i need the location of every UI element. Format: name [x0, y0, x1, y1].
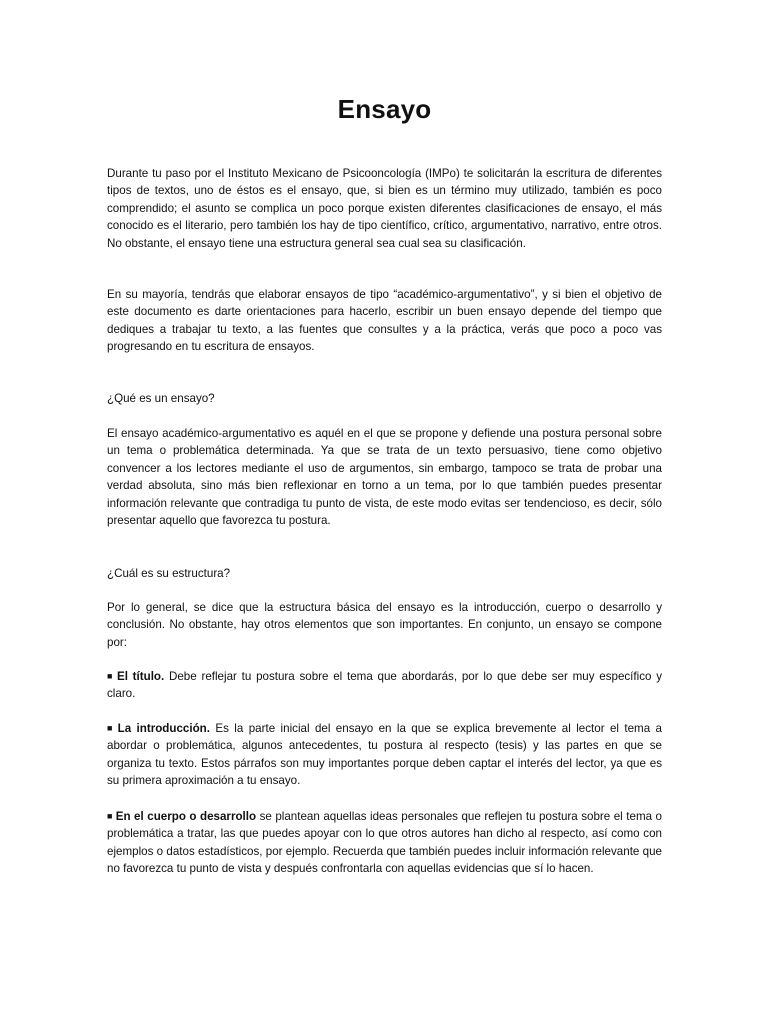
list-item-lead: La introducción. — [117, 722, 210, 735]
intro-paragraph-2: En su mayoría, tendrás que elaborar ensayos de tipo “académico-argumentativo”, y si bien el objetivo de este documento es darte orientaciones para hacerlo, escribir un buen ensayo depende del tiempo que dediques a trabajar tu texto, a las fuentes que consultes y a la práctica, verás que poco a poco vas progresando en tu escritura de ensayos. — [107, 288, 662, 354]
heading-what-is-essay: ¿Qué es un ensayo? — [107, 392, 215, 405]
list-item-lead: cuerpo o desarrollo — [147, 810, 257, 823]
list-item — [107, 668, 662, 703]
bullet-square-icon: ■ — [107, 671, 114, 681]
bullet-square-icon: ■ — [107, 723, 115, 733]
list-item-lead: El título. — [116, 670, 165, 683]
list-item-text: se plantean aquellas ideas personales que reflejen tu postura sobre el tema o problemática a tratar, las que puedes apoyar con lo que otros autores han dicho al respecto, así como con ejemplos o datos estadísticos, por ejemplo. Recuerda que también puedes incluir información relevante que no favorezca tu punto de vista y después confrontarla con aquellas evidencias que sí lo hacen. — [107, 810, 663, 876]
document-title: Ensayo — [337, 94, 432, 124]
list-item — [107, 720, 662, 790]
list-item-text: Es la parte inicial del ensayo en la que se explica brevemente al lector el tema a abordar o problemática, algunos antecedentes, tu postura al respecto (tesis) y las partes en que se organiza tu texto. Estos párrafos son muy importantes porque deben captar el interés del lector, ya que es su primera aproximación a tu ensayo. — [107, 722, 662, 788]
structure-paragraph: Por lo general, se dice que la estructura básica del ensayo es la introducción, cuerpo o desarrollo y conclusión. No obstante, hay otros elementos que son importantes. En conjunto, un ensayo se compone por: — [107, 601, 662, 649]
list-item-pre: En el — [115, 810, 148, 823]
intro-paragraph-1: Durante tu paso por el Instituto Mexicano de Psicooncología (IMPo) te solicitarán la escritura de diferentes tipos de textos, uno de éstos es el ensayo, que, si bien es un término muy utilizado, también es poco comprendido; el asunto se complica un poco porque existen diferentes clasificaciones de ensayo, el más conocido es el literario, pero también los hay de tipo científico, crítico, argumentativo, narrativo, entre otros. No obstante, el ensayo tiene una estructura general sea cual sea su clasificación. — [107, 167, 662, 250]
list-item-text: Debe reflejar tu postura sobre el tema que abordarás, por lo que debe ser muy específico y claro. — [107, 670, 662, 701]
heading-structure: ¿Cuál es su estructura? — [107, 567, 231, 580]
what-is-essay-paragraph: El ensayo académico-argumentativo es aquél en el que se propone y defiende una postura personal sobre un tema o problemática determinada. Ya que se trata de un texto persuasivo, tiene como objetivo convencer a los lectores mediante el uso de argumentos, sin embargo, tampoco se trata de probar una verdad absoluta, sino más bien reflexionar en torno a un tema, por lo que también puedes presentar información relevante que contradiga tu punto de vista, de este modo evitas ser tendencioso, es decir, sólo presentar aquello que favorezca tu postura. — [107, 427, 662, 528]
list-item — [107, 808, 662, 878]
bullet-square-icon: ■ — [107, 811, 113, 821]
